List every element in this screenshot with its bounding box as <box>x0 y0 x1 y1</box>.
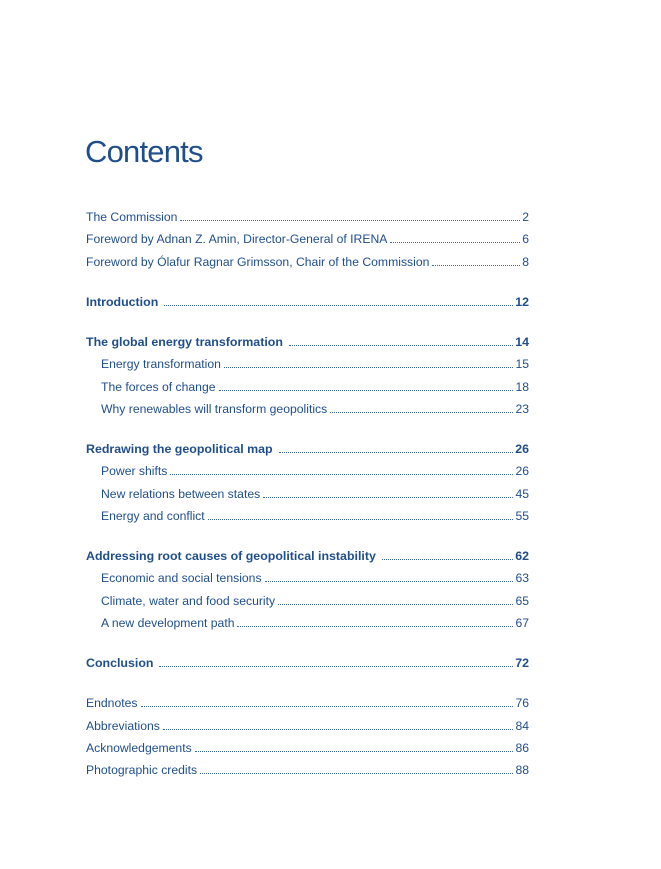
toc-entry-label: Abbreviations <box>86 718 160 733</box>
toc-entry-label: Photographic credits <box>86 763 198 778</box>
toc-entry-endnotes[interactable] <box>86 692 529 714</box>
toc-section-label: The global energy transformation <box>86 334 283 349</box>
toc-entry-page: 18 <box>515 379 529 394</box>
section-spacer <box>86 635 529 653</box>
toc-entry-the-commission[interactable] <box>86 206 529 228</box>
toc-entry-page: 2 <box>522 210 529 224</box>
dot-leader <box>208 518 514 520</box>
toc-entry-energy-and-conflict[interactable] <box>86 505 529 527</box>
dot-leader <box>170 473 513 475</box>
toc-entry-label: The forces of change <box>101 379 216 394</box>
toc-section-root-causes[interactable] <box>86 545 529 567</box>
toc-entry-power-shifts[interactable] <box>86 460 529 482</box>
toc-section-page: 12 <box>515 294 529 309</box>
toc-section-page: 14 <box>515 334 529 349</box>
toc-entry-abbreviations[interactable] <box>86 715 529 737</box>
toc-entry-new-relations[interactable] <box>86 483 529 505</box>
toc-entry-page: 6 <box>522 232 529 247</box>
toc-entry-page: 63 <box>515 571 529 586</box>
toc-entry-label: Power shifts <box>101 464 168 479</box>
toc-entry-page: 88 <box>515 763 529 778</box>
toc-entry-label: Endnotes <box>86 696 138 711</box>
toc-section-label: Introduction <box>86 294 159 309</box>
toc-entry-label: The Commission <box>86 210 178 224</box>
toc-entry-label: Why renewables will transform geopolitics <box>101 401 328 416</box>
dot-leader <box>195 750 514 752</box>
dot-leader <box>224 366 514 368</box>
dot-leader <box>219 389 514 391</box>
toc-entry-page: 55 <box>515 509 529 524</box>
toc-entry-label: Energy transformation <box>101 357 221 372</box>
section-spacer <box>86 313 529 331</box>
toc-entry-label: Climate, water and food security <box>101 593 276 608</box>
toc-section-label: Addressing root causes of geopolitical instability <box>86 549 376 564</box>
section-spacer <box>86 527 529 545</box>
toc-entry-acknowledgements[interactable] <box>86 737 529 759</box>
toc-entry-foreword-amin[interactable] <box>86 228 529 250</box>
dot-leader <box>200 772 513 774</box>
toc-entry-economic-social-tensions[interactable] <box>86 567 529 589</box>
toc-entry-page: 67 <box>515 616 529 631</box>
toc-entry-page: 23 <box>515 401 529 416</box>
toc-entry-page: 76 <box>515 696 529 711</box>
dot-leader <box>278 603 513 605</box>
toc-section-global-energy-transformation[interactable] <box>86 331 529 353</box>
toc-entry-why-renewables[interactable] <box>86 398 529 420</box>
toc-entry-climate-water-food[interactable] <box>86 590 529 612</box>
toc-section-page: 26 <box>515 441 529 456</box>
toc-entry-energy-transformation[interactable] <box>86 353 529 375</box>
dot-leader <box>330 411 513 413</box>
dot-leader <box>237 625 513 627</box>
toc-entry-page: 8 <box>522 254 529 269</box>
toc-entry-label: A new development path <box>101 616 235 631</box>
toc-entry-page: 65 <box>515 593 529 608</box>
dot-leader <box>289 344 513 346</box>
dot-leader <box>279 451 514 453</box>
toc-section-page: 72 <box>515 656 529 671</box>
dot-leader <box>164 304 513 306</box>
toc-section-redrawing-map[interactable] <box>86 438 529 460</box>
toc-section-label: Redrawing the geopolitical map <box>86 441 273 456</box>
dot-leader <box>163 728 514 730</box>
toc-section-conclusion[interactable] <box>86 652 529 674</box>
toc-entry-page: 86 <box>515 740 529 755</box>
dot-leader <box>382 558 513 560</box>
toc-section-page: 62 <box>515 549 529 564</box>
toc-entry-page: 26 <box>515 464 529 479</box>
toc-entry-page: 84 <box>515 718 529 733</box>
toc-entry-foreword-grimsson[interactable] <box>86 251 529 273</box>
section-spacer <box>86 420 529 438</box>
toc-entry-label: New relations between states <box>101 486 261 501</box>
toc-entry-page: 15 <box>515 357 529 372</box>
toc-entry-new-development-path[interactable] <box>86 612 529 634</box>
dot-leader <box>390 241 520 243</box>
toc-entry-label: Economic and social tensions <box>101 571 262 586</box>
dot-leader <box>265 580 514 582</box>
toc-entry-label: Foreword by Ólafur Ragnar Grimsson, Chair of the Commission <box>86 254 430 269</box>
dot-leader <box>180 219 520 221</box>
dot-leader <box>141 705 514 707</box>
dot-leader <box>263 496 513 498</box>
page-title: Contents <box>85 134 203 169</box>
table-of-contents <box>86 206 529 782</box>
toc-section-introduction[interactable] <box>86 291 529 313</box>
toc-entry-photographic-credits[interactable] <box>86 759 529 781</box>
toc-entry-label: Acknowledgements <box>86 740 192 755</box>
toc-entry-label: Energy and conflict <box>101 509 205 524</box>
toc-section-label: Conclusion <box>86 656 154 671</box>
section-spacer <box>86 675 529 693</box>
toc-entry-page: 45 <box>515 486 529 501</box>
section-spacer <box>86 273 529 291</box>
toc-entry-forces-of-change[interactable] <box>86 376 529 398</box>
dot-leader <box>159 665 513 667</box>
dot-leader <box>432 264 520 266</box>
toc-entry-label: Foreword by Adnan Z. Amin, Director-General of IRENA <box>86 232 388 247</box>
